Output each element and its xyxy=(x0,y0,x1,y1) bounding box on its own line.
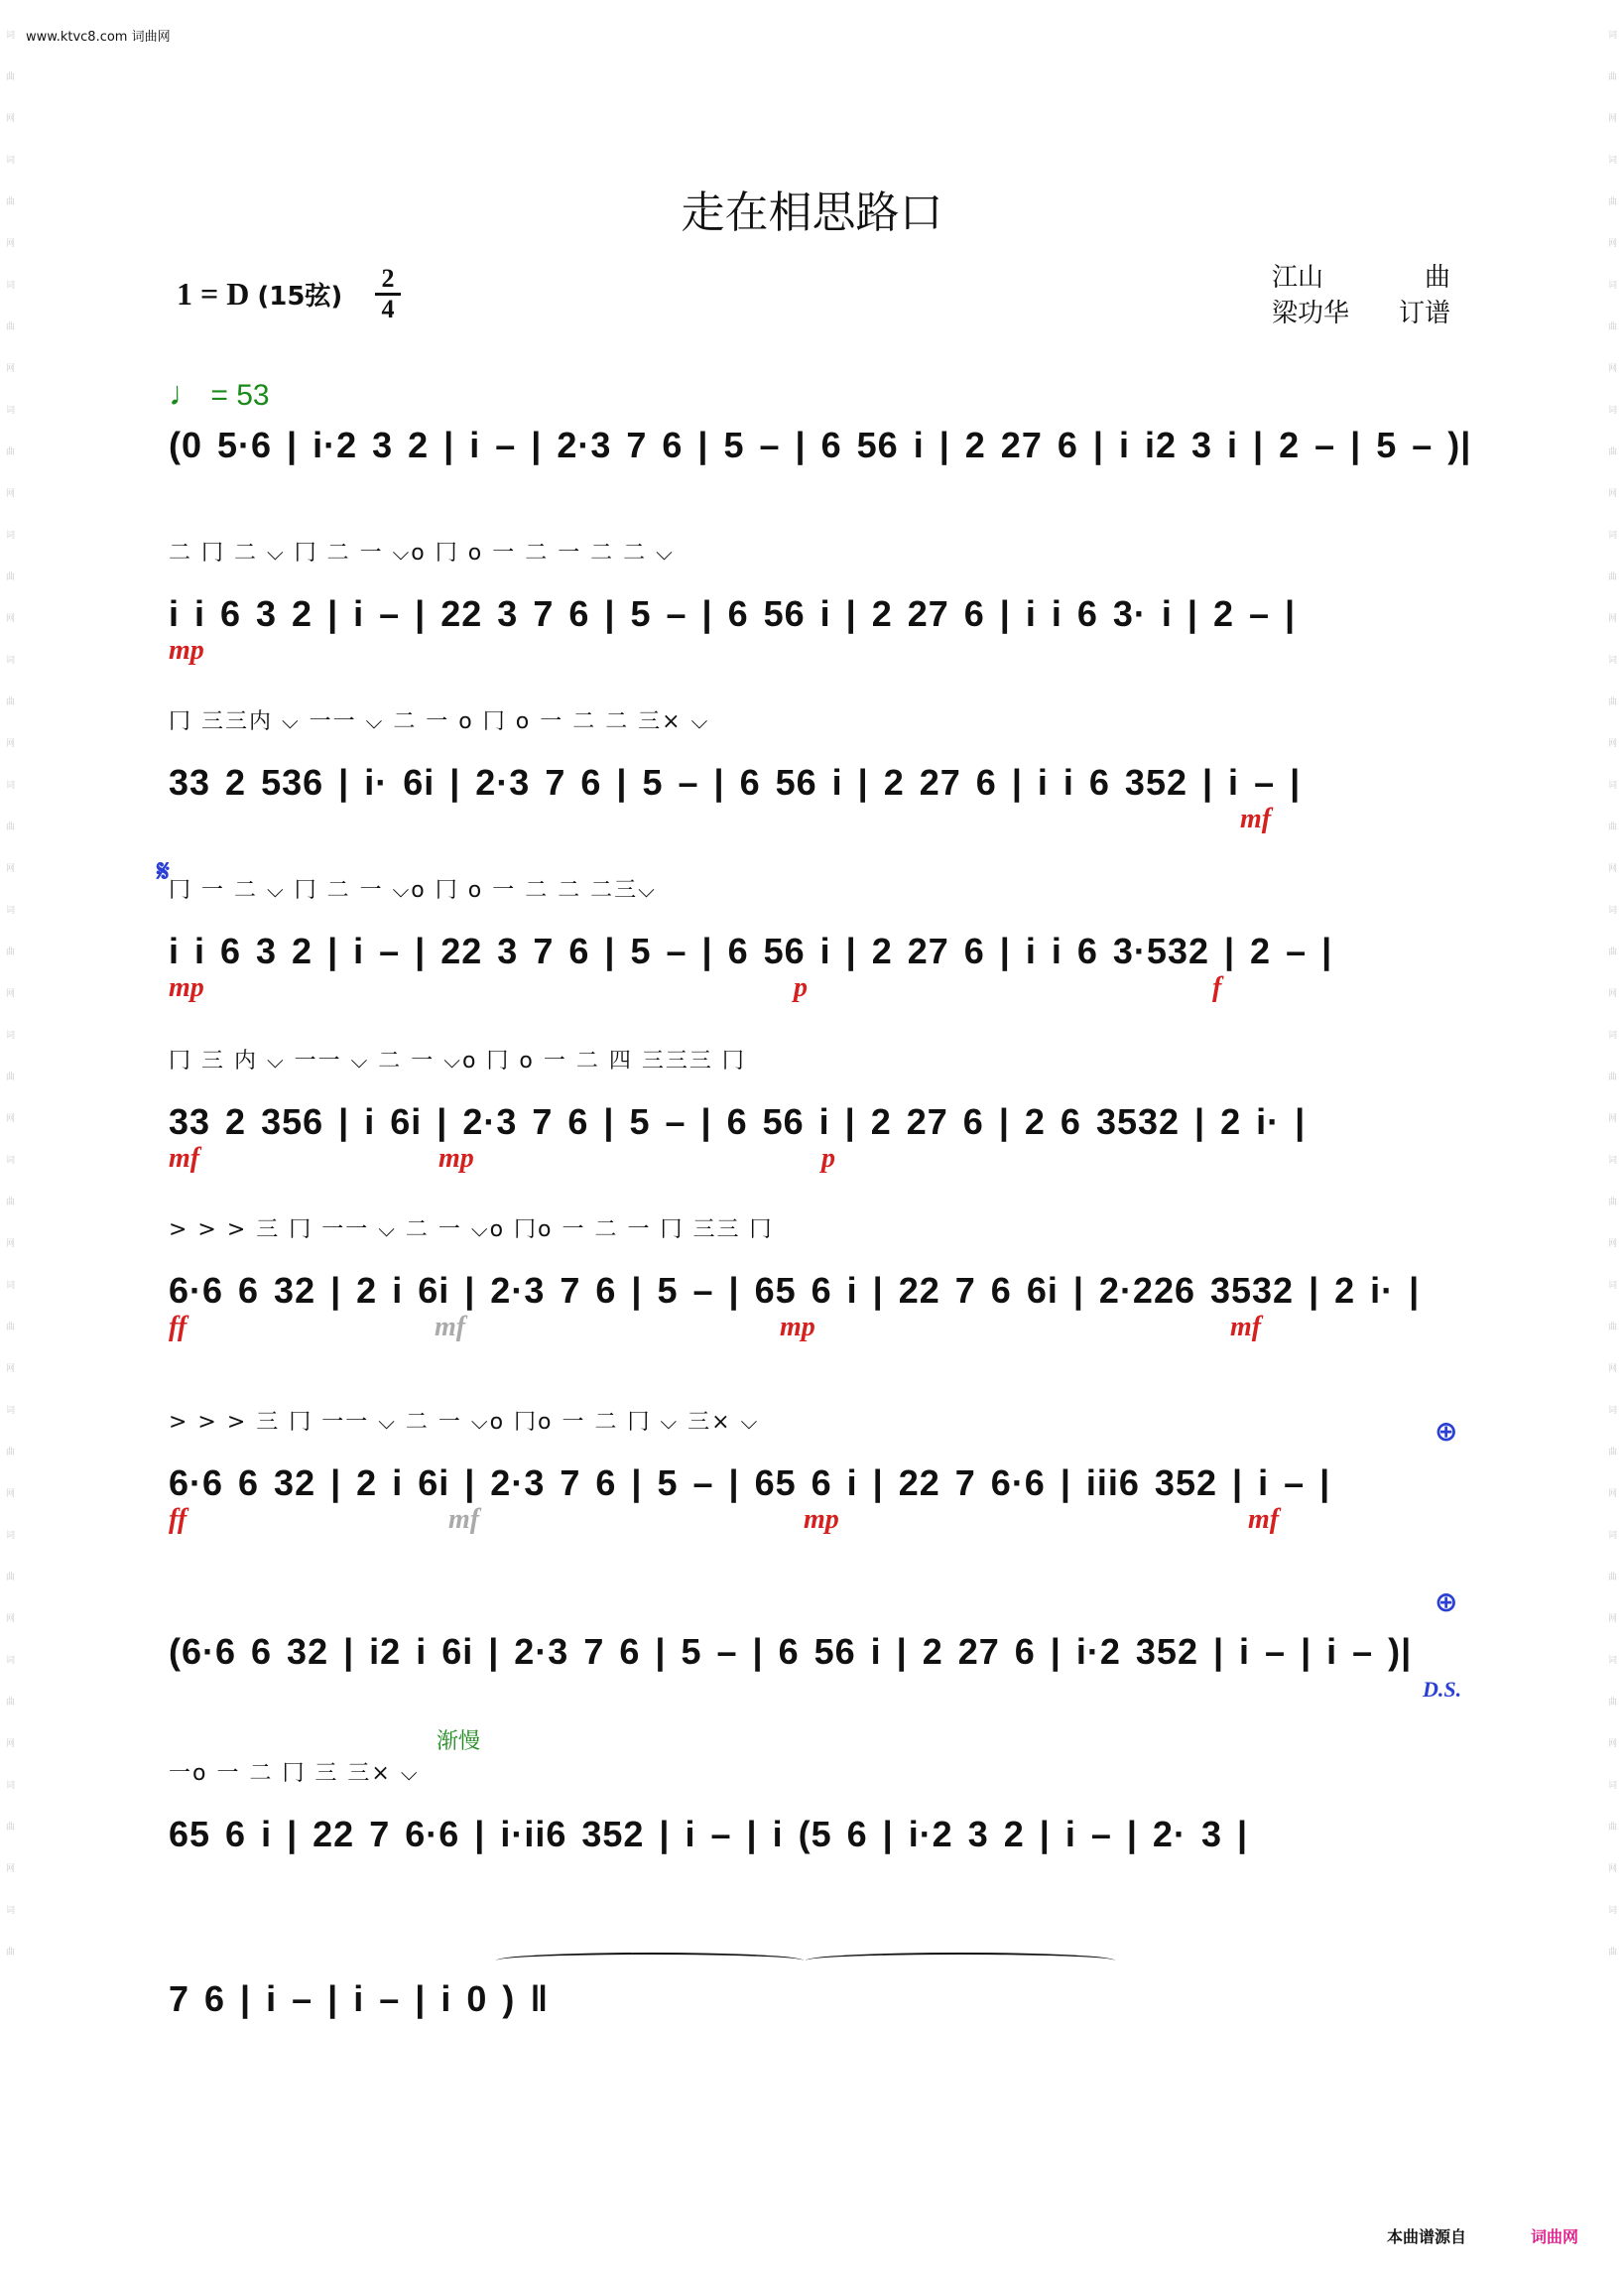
watermark-char: 词 xyxy=(4,1905,14,1914)
score-line-3 xyxy=(169,704,1458,834)
quarter-note-icon: ♩ xyxy=(169,375,202,413)
dynamic-mark: mp xyxy=(169,972,204,1003)
watermark-char: 曲 xyxy=(1606,571,1616,580)
watermark-char: 词 xyxy=(1606,1780,1616,1789)
tempo-marking xyxy=(169,375,270,414)
watermark-char: 曲 xyxy=(1606,71,1616,80)
watermark-char: 曲 xyxy=(4,1197,14,1205)
tempo-value: = 53 xyxy=(210,379,270,412)
watermark-char: 曲 xyxy=(4,446,14,455)
coda-sign: ⊕ xyxy=(1435,1416,1458,1447)
composer-name: 江山 xyxy=(1272,263,1324,293)
watermark-char: 网 xyxy=(1606,1613,1616,1622)
watermark-char: 曲 xyxy=(1606,1322,1616,1330)
bowing-marks: > > > 三 ⼌ ⼀⼀ ⌵ ⼆ ⼀ ⌵o ⼌o ⼀ ⼆ ⼌ ⌵ 三× ⌵ xyxy=(169,1410,760,1435)
notation-text: (0 5·6 | i·2 3 2 | i – | 2·3 7 6 | 5 – | 6 56 i | 2 27 6 | i i2 3 i | 2 – | 5 – )| xyxy=(169,425,1472,465)
dynamic-mark: ff xyxy=(169,1504,187,1535)
arranger-name: 梁功华 xyxy=(1272,299,1350,328)
notation-text: i i 6 3 2 | i – | 22 3 7 6 | 5 – | 6 56 i | 2 27 6 | i i 6 3· i | 2 – | xyxy=(169,593,1297,634)
watermark-char: 网 xyxy=(4,988,14,997)
meter-bottom: 4 xyxy=(381,295,395,323)
watermark-char: 曲 xyxy=(1606,822,1616,830)
watermark-char: 词 xyxy=(1606,780,1616,789)
notation-text: 6·6 6 32 | 2 i 6i | 2·3 7 6 | 5 – | 65 6 i | 22 7 6 6i | 2·226 3532 | 2 i· | xyxy=(169,1270,1421,1311)
watermark-char: 曲 xyxy=(1606,1822,1616,1831)
watermark-char: 曲 xyxy=(1606,1947,1616,1956)
watermark-char: 曲 xyxy=(4,321,14,330)
watermark-char: 网 xyxy=(1606,1738,1616,1747)
dynamic-mark: mf xyxy=(169,1143,200,1174)
watermark-char: 曲 xyxy=(4,1697,14,1706)
watermark-char: 词 xyxy=(4,780,14,789)
watermark-char: 词 xyxy=(1606,280,1616,289)
score-line-1 xyxy=(169,425,1472,484)
watermark-char: 网 xyxy=(4,1363,14,1372)
tie-arc xyxy=(496,1953,804,1968)
dynamic-mark: p xyxy=(794,972,808,1003)
watermark-char: 网 xyxy=(4,1738,14,1747)
notation-text: 7 6 | i – | i – | i 0 ) ‖ xyxy=(169,1978,550,2019)
watermark-char: 网 xyxy=(4,1238,14,1247)
watermark-char: 网 xyxy=(1606,613,1616,622)
watermark-char: 词 xyxy=(4,155,14,164)
watermark-char: 词 xyxy=(4,1280,14,1289)
watermark-char: 词 xyxy=(4,1030,14,1039)
watermark-char: 网 xyxy=(1606,1113,1616,1122)
watermark-char: 词 xyxy=(1606,1530,1616,1539)
watermark-char: 词 xyxy=(1606,30,1616,39)
bowing-marks: ⼆ ⼌ ⼆ ⌵ ⼌ ⼆ ⼀ ⌵o ⼌ o ⼀ ⼆ ⼀ ⼆ ⼆ ⌵ xyxy=(169,541,675,566)
dynamic-mark: mf xyxy=(1248,1504,1280,1535)
watermark-char: 词 xyxy=(1606,655,1616,664)
watermark-char: 词 xyxy=(1606,1030,1616,1039)
watermark-char: 词 xyxy=(1606,155,1616,164)
coda-sign: ⊕ xyxy=(1435,1586,1458,1617)
watermark-char: 词 xyxy=(1606,1655,1616,1664)
dynamic-mark: f xyxy=(1212,972,1222,1003)
watermark-char: 词 xyxy=(4,530,14,539)
dynamic-mark: mf xyxy=(1240,804,1272,834)
bowing-marks: ⼌ ⼀ ⼆ ⌵ ⼌ ⼆ ⼀ ⌵o ⼌ o ⼀ ⼆ ⼆ ⼆三⌵ xyxy=(169,878,657,903)
dynamic-mark: mp xyxy=(438,1143,474,1174)
watermark-char: 曲 xyxy=(4,1072,14,1080)
watermark-char: 曲 xyxy=(1606,947,1616,955)
watermark-char: 曲 xyxy=(1606,1572,1616,1581)
watermark-char: 曲 xyxy=(4,1447,14,1455)
watermark-char: 词 xyxy=(4,1780,14,1789)
footer-source-label: 本曲谱源自 xyxy=(1387,2227,1467,2246)
watermark-char: 网 xyxy=(4,363,14,372)
watermark-char: 词 xyxy=(4,655,14,664)
bowing-marks: ⼌ 三 内 ⌵ ⼀⼀ ⌵ ⼆ ⼀ ⌵o ⼌ o ⼀ ⼆ 四 三三三 ⼌ xyxy=(169,1049,746,1074)
watermark-char: 词 xyxy=(4,1530,14,1539)
watermark-char: 曲 xyxy=(1606,196,1616,205)
watermark-char: 曲 xyxy=(4,196,14,205)
dynamic-mark: p xyxy=(821,1143,835,1174)
watermark-char: 网 xyxy=(1606,863,1616,872)
score-line-5 xyxy=(169,1044,1458,1174)
watermark-char: 词 xyxy=(4,1655,14,1664)
watermark-char: 网 xyxy=(4,488,14,497)
notation-text: 65 6 i | 22 7 6·6 | i·ii6 352 | i – | i (5 6 | i·2 3 2 | i – | 2· 3 | xyxy=(169,1814,1249,1854)
dynamic-mark: ff xyxy=(169,1312,187,1342)
watermark-char: 词 xyxy=(1606,1280,1616,1289)
score-line-9 xyxy=(169,1756,1458,1854)
watermark-char: 网 xyxy=(4,1613,14,1622)
watermark-char: 网 xyxy=(4,1113,14,1122)
watermark-char: 词 xyxy=(1606,405,1616,414)
watermark-char: 网 xyxy=(4,738,14,747)
watermark-char: 网 xyxy=(1606,238,1616,247)
score-line-6 xyxy=(169,1212,1458,1342)
bowing-marks: ⼀o ⼀ ⼆ ⼌ 三 三× ⌵ xyxy=(169,1761,420,1786)
score-line-2 xyxy=(169,536,1458,666)
watermark-char: 网 xyxy=(4,863,14,872)
credits xyxy=(1272,260,1450,331)
watermark-right xyxy=(1606,30,1618,1956)
watermark-char: 词 xyxy=(4,905,14,914)
watermark-char: 曲 xyxy=(4,1322,14,1330)
time-signature xyxy=(375,266,401,322)
watermark-char: 曲 xyxy=(4,1822,14,1831)
watermark-char: 网 xyxy=(1606,488,1616,497)
watermark-char: 曲 xyxy=(1606,1697,1616,1706)
watermark-char: 曲 xyxy=(1606,696,1616,705)
composer-credit xyxy=(1272,260,1450,296)
segno-sign: 𝄋 xyxy=(157,855,170,888)
key: 1 = D xyxy=(177,276,250,312)
dynamic-mark: mp xyxy=(780,1312,815,1342)
ritardando-text: 渐慢 xyxy=(437,1729,481,1754)
watermark-char: 曲 xyxy=(1606,1072,1616,1080)
watermark-char: 网 xyxy=(1606,1488,1616,1497)
notation-text: 33 2 536 | i· 6i | 2·3 7 6 | 5 – | 6 56 i | 2 27 6 | i i 6 352 | i – | xyxy=(169,762,1302,803)
watermark-char: 网 xyxy=(4,1863,14,1872)
watermark-char: 网 xyxy=(1606,988,1616,997)
watermark-char: 曲 xyxy=(1606,446,1616,455)
watermark-char: 网 xyxy=(1606,1238,1616,1247)
score-line-10 xyxy=(169,1978,1458,2038)
watermark-char: 词 xyxy=(4,1155,14,1164)
watermark-char: 词 xyxy=(1606,530,1616,539)
tie-arc xyxy=(806,1953,1115,1968)
watermark-left xyxy=(4,30,16,1956)
watermark-char: 曲 xyxy=(1606,1197,1616,1205)
strings: (15弦) xyxy=(257,282,343,312)
key-signature xyxy=(177,276,342,313)
watermark-char: 词 xyxy=(4,280,14,289)
watermark-char: 曲 xyxy=(4,822,14,830)
watermark-char: 词 xyxy=(4,1405,14,1414)
watermark-char: 词 xyxy=(1606,1905,1616,1914)
site-url[interactable]: www.ktvc8.com 词曲网 xyxy=(26,30,171,45)
watermark-char: 词 xyxy=(4,405,14,414)
watermark-char: 曲 xyxy=(4,1947,14,1956)
watermark-char: 网 xyxy=(4,113,14,122)
watermark-char: 网 xyxy=(4,1488,14,1497)
bowing-marks: > > > 三 ⼌ ⼀⼀ ⌵ ⼆ ⼀ ⌵o ⼌o ⼀ ⼆ ⼀ ⼌ 三三 ⼌ xyxy=(169,1217,774,1242)
composer-role: 曲 xyxy=(1424,263,1450,293)
watermark-char: 曲 xyxy=(4,947,14,955)
watermark-char: 网 xyxy=(1606,738,1616,747)
score-line-4 xyxy=(169,873,1458,1003)
dynamic-mark: mp xyxy=(804,1504,839,1535)
watermark-char: 网 xyxy=(1606,113,1616,122)
watermark-char: 曲 xyxy=(4,1572,14,1581)
watermark-char: 词 xyxy=(1606,1405,1616,1414)
notation-text: i i 6 3 2 | i – | 22 3 7 6 | 5 – | 6 56 i | 2 27 6 | i i 6 3·532 | 2 – | xyxy=(169,931,1333,971)
dynamic-mark: mf xyxy=(448,1504,480,1535)
score-title: 走在相思路口 xyxy=(681,188,943,238)
watermark-char: 曲 xyxy=(1606,321,1616,330)
watermark-char: 曲 xyxy=(4,696,14,705)
score-line-8 xyxy=(169,1631,1458,1691)
bowing-marks: ⼌ 三三内 ⌵ ⼀⼀ ⌵ ⼆ ⼀ o ⼌ o ⼀ ⼆ ⼆ 三× ⌵ xyxy=(169,709,710,734)
watermark-char: 词 xyxy=(4,30,14,39)
watermark-char: 词 xyxy=(1606,1155,1616,1164)
dynamic-mark: mf xyxy=(1230,1312,1262,1342)
notation-text: (6·6 6 32 | i2 i 6i | 2·3 7 6 | 5 – | 6 56 i | 2 27 6 | i·2 352 | i – | i – )| xyxy=(169,1631,1413,1672)
ds-marking: D.S. xyxy=(1423,1677,1462,1702)
watermark-char: 网 xyxy=(1606,363,1616,372)
watermark-char: 网 xyxy=(1606,1863,1616,1872)
watermark-char: 网 xyxy=(4,613,14,622)
watermark-char: 曲 xyxy=(1606,1447,1616,1455)
arranger-credit xyxy=(1272,296,1450,331)
notation-text: 33 2 356 | i 6i | 2·3 7 6 | 5 – | 6 56 i | 2 27 6 | 2 6 3532 | 2 i· | xyxy=(169,1101,1307,1142)
arranger-role: 订谱 xyxy=(1398,299,1450,328)
notation-text: 6·6 6 32 | 2 i 6i | 2·3 7 6 | 5 – | 65 6 i | 22 7 6·6 | iii6 352 | i – | xyxy=(169,1462,1331,1503)
dynamic-mark: mp xyxy=(169,635,204,666)
watermark-char: 词 xyxy=(1606,905,1616,914)
footer-brand-link[interactable]: 词曲网 xyxy=(1531,2227,1579,2246)
score-line-7 xyxy=(169,1405,1458,1535)
watermark-char: 曲 xyxy=(4,571,14,580)
watermark-char: 网 xyxy=(1606,1363,1616,1372)
watermark-char: 曲 xyxy=(4,71,14,80)
dynamic-mark: mf xyxy=(435,1312,466,1342)
watermark-char: 网 xyxy=(4,238,14,247)
meter-top: 2 xyxy=(381,264,395,293)
